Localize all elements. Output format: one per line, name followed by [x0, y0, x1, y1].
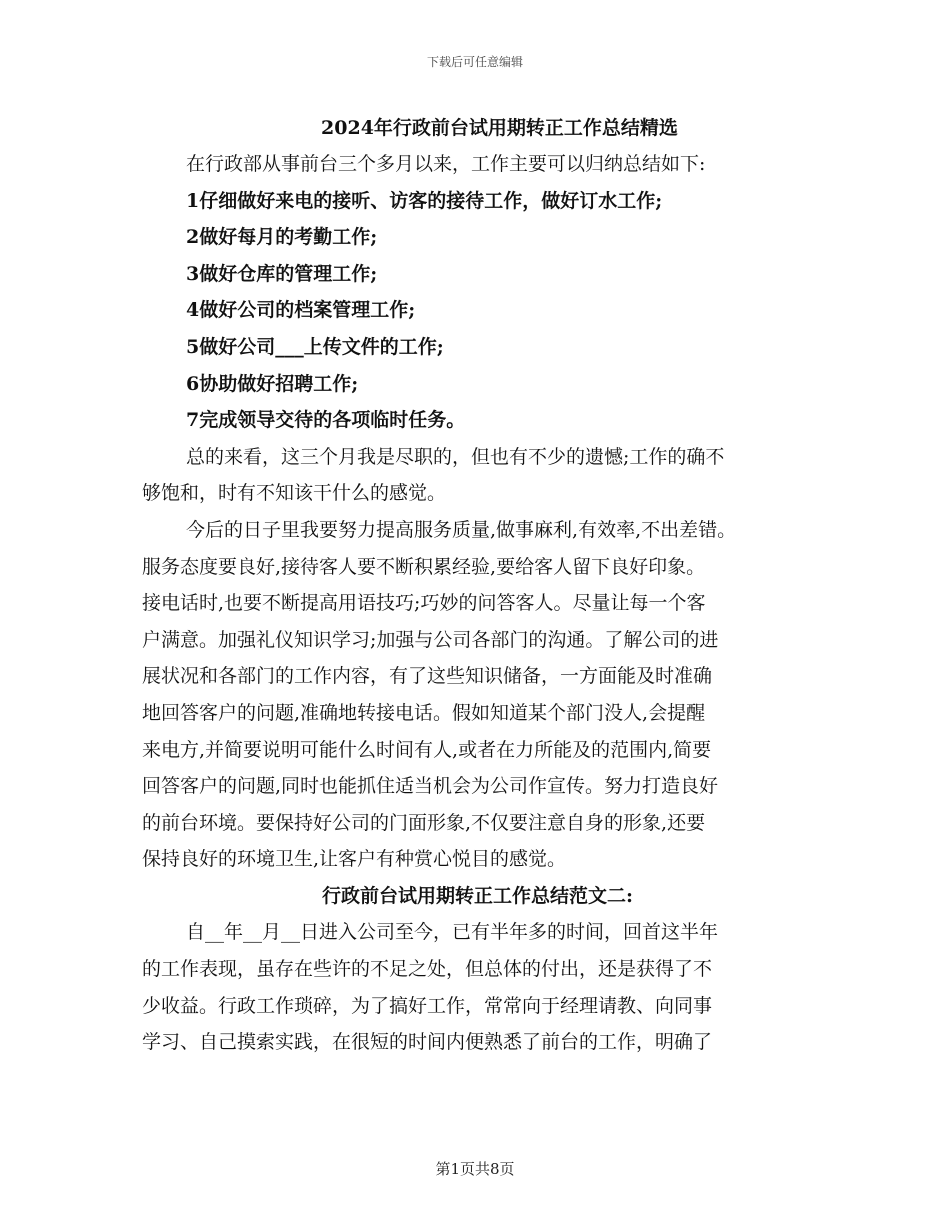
paragraph-line: 够饱和，时有不知该干什么的感觉。	[142, 482, 447, 505]
paragraph-line: 少收益。行政工作琐碎，为了搞好工作，常常向于经理请教、向同事	[142, 994, 713, 1017]
paragraph-line: 来电方,并简要说明可能什么时间有人,或者在力所能及的范围内,简要	[142, 738, 712, 761]
intro-paragraph: 在行政部从事前台三个多月以来，工作主要可以归纳总结如下:	[186, 153, 706, 175]
page-number: 第1页共8页	[435, 1160, 515, 1178]
paragraph-line: 自__年__月__日进入公司至今，已有半年多的时间，回首这半年	[186, 921, 719, 944]
paragraph-line: 接电话时,也要不断提高用语技巧;巧妙的问答客人。尽量让每一个客	[142, 592, 706, 615]
list-item: 4做好公司的档案管理工作;	[186, 299, 416, 322]
document-title: 2024年行政前台试用期转正工作总结精选	[321, 117, 678, 139]
paragraph-line: 户满意。加强礼仪知识学习;加强与公司各部门的沟通。了解公司的进	[142, 628, 719, 651]
paragraph-line: 地回答客户的问题,准确地转接电话。假如知道某个部门没人,会提醒	[142, 701, 706, 724]
list-item: 7完成领导交待的各项临时任务。	[186, 409, 466, 432]
page-header-note: 下载后可任意编辑	[426, 55, 523, 69]
list-item: 1仔细做好来电的接听、访客的接待工作，做好订水工作;	[186, 189, 663, 212]
paragraph-line: 总的来看，这三个月我是尽职的，但也有不少的遗憾;工作的确不	[186, 445, 725, 468]
paragraph-line: 的工作表现，虽存在些许的不足之处，但总体的付出，还是获得了不	[142, 958, 713, 981]
paragraph-line: 今后的日子里我要努力提高服务质量,做事麻利,有效率,不出差错。	[186, 518, 737, 541]
paragraph-line: 学习、自己摸索实践，在很短的时间内便熟悉了前台的工作，明确了	[142, 1031, 713, 1054]
list-item: 5做好公司___上传文件的工作;	[186, 335, 444, 358]
document-body	[142, 110, 842, 1061]
list-item: 3做好仓库的管理工作;	[186, 262, 378, 285]
paragraph-line: 服务态度要良好,接待客人要不断积累经验,要给客人留下良好印象。	[142, 555, 706, 578]
paragraph-line: 保持良好的环境卫生,让客户有种赏心悦目的感觉。	[142, 848, 567, 871]
list-item: 6协助做好招聘工作;	[186, 372, 359, 395]
list-item: 2做好每月的考勤工作;	[186, 226, 378, 249]
paragraph-line: 的前台环境。要保持好公司的门面形象,不仅要注意自身的形象,还要	[142, 811, 706, 834]
paragraph-line: 回答客户的问题,同时也能抓住适当机会为公司作宣传。努力打造良好	[142, 775, 719, 798]
paragraph-line: 展状况和各部门的工作内容，有了这些知识储备，一方面能及时准确	[142, 665, 713, 688]
section-subtitle: 行政前台试用期转正工作总结范文二:	[322, 884, 634, 907]
